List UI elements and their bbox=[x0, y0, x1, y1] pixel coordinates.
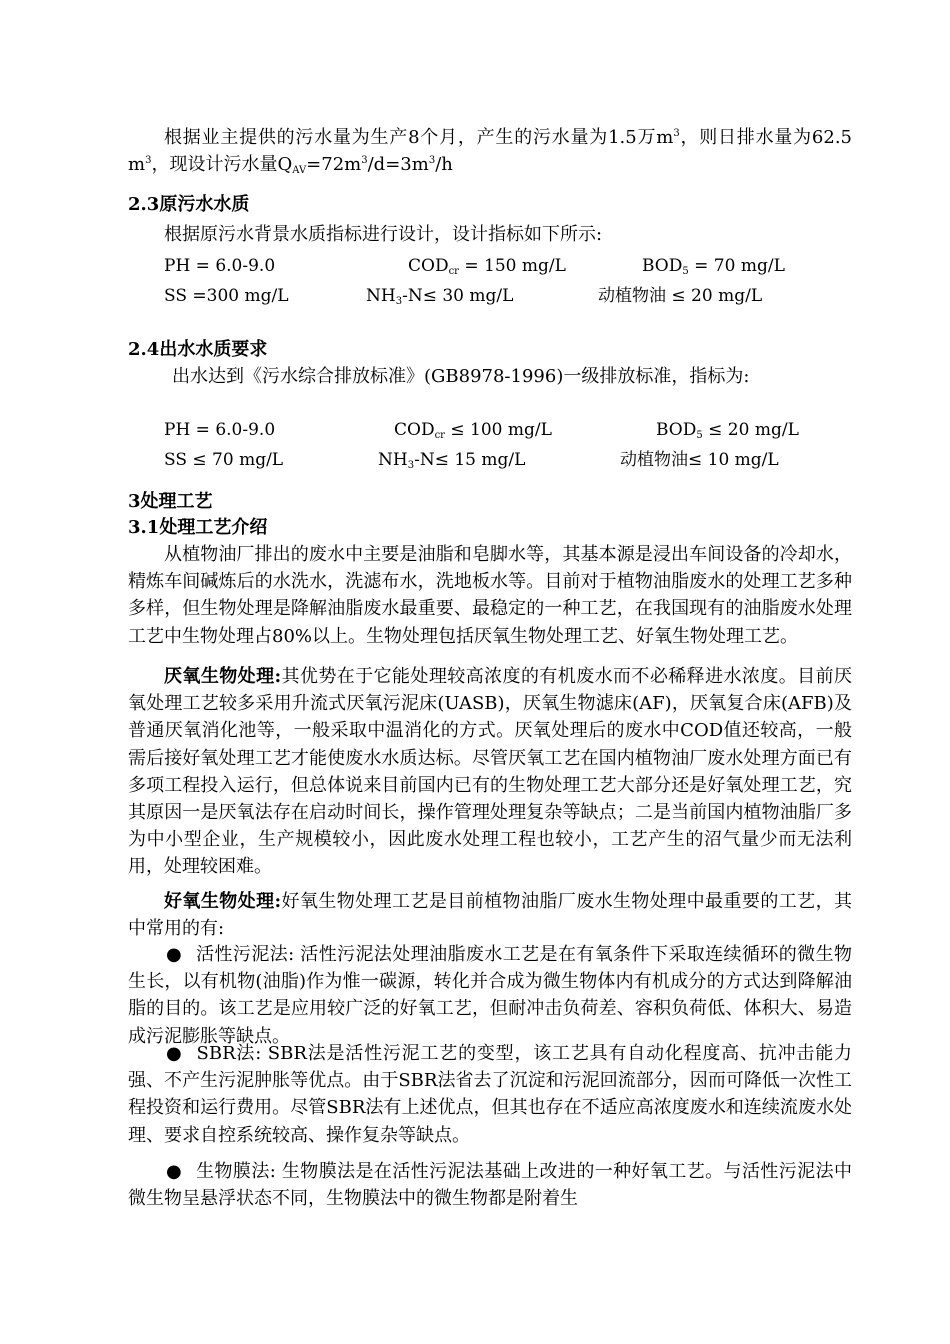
bullet-sbr bbox=[128, 1040, 852, 1149]
section-heading-2-4: 2.4出水水质要求 bbox=[128, 339, 268, 360]
bullet-text: 生物膜法: 生物膜法是在活性污泥法基础上改进的一种好氧工艺。与活性污泥法中微生物呈悬浮状态不同，生物膜法中的微生物都是附着生 bbox=[128, 1161, 852, 1210]
superscript: 3 bbox=[145, 155, 152, 167]
section-heading-3-1: 3.1处理工艺介绍 bbox=[128, 517, 268, 538]
bullet-biofilm bbox=[128, 1158, 852, 1212]
paragraph-intro: 从植物油厂排出的废水中主要是油脂和皂脚水等，其基本源是浸出车间设备的冷却水，精炼车间碱炼后的水洗水，洗滤布水，洗地板水等。目前对于植物油脂废水的处理工艺多种多样，但生物处理是降解油脂废水最重要、最稳定的一种工艺，在我国现有的油脂废水处理工艺中生物处理占80%以上。生物处理包括厌氧生物处理工艺、好氧生物处理工艺。 bbox=[128, 544, 852, 647]
bod-label: BOD bbox=[642, 256, 683, 276]
subscript: 3 bbox=[407, 460, 415, 471]
cod-value bbox=[394, 417, 552, 443]
nh-value bbox=[366, 283, 513, 309]
bod-number: = 70 mg/L bbox=[688, 256, 785, 276]
aerobic-text: 好氧生物处理工艺是目前植物油脂厂废水生物处理中最重要的工艺，其中常用的有: bbox=[128, 891, 852, 940]
nh-number: -N≤ 30 mg/L bbox=[402, 286, 514, 306]
effluent-row-2 bbox=[164, 447, 854, 473]
text: ，则日排水量为62.5 m bbox=[128, 127, 852, 176]
bullet-icon: ● bbox=[166, 1043, 183, 1064]
nh-label: NH bbox=[366, 286, 396, 306]
text: 根据业主提供的污水量为生产8个月，产生的污水量为1.5万m bbox=[164, 127, 674, 148]
section-heading-2-3: 2.3原污水水质 bbox=[128, 194, 250, 215]
anaerobic-text: 其优势在于它能处理较高浓度的有机废水而不必稀释进水浓度。目前厌氧处理工艺较多采用升流式厌氧污泥床(UASB)，厌氧生物滤床(AF)，厌氧复合床(AFB)及普通厌氧消化池等，一般采取中温消化的方式。厌氧处理后的废水中COD值还较高，一般需后接好氧处理工艺才能使废水水质达标。尽管厌氧工艺在国内植物油厂废水处理方面已有多项工程投入运行，但总体说来目前国内已有的生物处理工艺大部分还是好氧处理工艺，究其原因一是厌氧法存在启动时间长，操作管理处理复杂等缺点；二是当前国内植物油脂厂多为中小型企业，生产规模较小，因此废水处理工程也较小，工艺产生的沼气量少而无法利用，处理较困难。 bbox=[128, 666, 852, 878]
cod-number: = 150 mg/L bbox=[458, 256, 566, 276]
text: =72m bbox=[306, 154, 362, 176]
superscript: 3 bbox=[361, 155, 368, 167]
superscript: 3 bbox=[673, 128, 680, 139]
aerobic-lead: 好氧生物处理: bbox=[164, 891, 282, 912]
bullet-icon: ● bbox=[166, 1161, 183, 1182]
subscript: 3 bbox=[395, 296, 403, 307]
cod-number: ≤ 100 mg/L bbox=[444, 420, 552, 440]
nh-value bbox=[378, 447, 525, 473]
subscript: AV bbox=[292, 165, 307, 177]
bod-number: ≤ 20 mg/L bbox=[702, 420, 799, 440]
ph-value: PH = 6.0-9.0 bbox=[164, 420, 276, 440]
cod-label: COD bbox=[408, 256, 449, 276]
effluent-row-1 bbox=[164, 417, 854, 443]
text: /h bbox=[435, 154, 453, 176]
intro-2-3: 根据原污水背景水质指标进行设计，设计指标如下所示: bbox=[164, 224, 603, 245]
quality-row-2 bbox=[164, 283, 854, 309]
intro-2-4: 出水达到《污水综合排放标准》(GB8978-1996)一级排放标准，指标为: bbox=[172, 366, 750, 387]
bullet-text: 活性污泥法: 活性污泥法处理油脂废水工艺是在有氧条件下采取连续循环的微生物生长，以有机物(油脂)作为惟一碳源，转化并合成为微生物体内有机成分的方式达到降解油脂的目的。该工艺是应用较广泛的好氧工艺，但耐冲击负荷差、容积负荷低、体积大、易造成污泥膨胀等缺点。 bbox=[128, 944, 852, 1047]
ss-value: SS =300 mg/L bbox=[164, 286, 289, 306]
ph-value: PH = 6.0-9.0 bbox=[164, 256, 276, 276]
oil-value: 动植物油 ≤ 20 mg/L bbox=[598, 286, 763, 306]
ss-value: SS ≤ 70 mg/L bbox=[164, 450, 284, 470]
anaerobic-lead: 厌氧生物处理: bbox=[164, 666, 282, 687]
text: /d=3m bbox=[367, 154, 429, 176]
superscript: 3 bbox=[428, 155, 436, 167]
cod-value bbox=[408, 253, 566, 279]
nh-number: -N≤ 15 mg/L bbox=[414, 450, 526, 470]
bod-label: BOD bbox=[656, 420, 697, 440]
bod-value bbox=[642, 253, 785, 279]
bullet-text: SBR法: SBR法是活性污泥工艺的变型，该工艺具有自动化程度高、抗冲击能力强、不产生污泥肿胀等优点。由于SBR法省去了沉淀和污泥回流部分，因而可降低一次性工程投资和运行费用。尽管SBR法有上述优点，但其也存在不适应高浓度废水和连续流废水处理、要求自控系统较高、操作复杂等缺点。 bbox=[128, 1043, 852, 1146]
subscript: cr bbox=[434, 430, 445, 441]
bod-value bbox=[656, 417, 799, 443]
oil-value: 动植物油≤ 10 mg/L bbox=[620, 450, 779, 470]
bullet-activated-sludge bbox=[128, 941, 852, 1050]
section-heading-3: 3处理工艺 bbox=[128, 491, 213, 512]
bullet-icon: ● bbox=[166, 944, 183, 965]
subscript: cr bbox=[448, 266, 459, 277]
quality-row-1 bbox=[164, 253, 854, 279]
paragraph-anaerobic bbox=[128, 663, 852, 881]
subscript: 5 bbox=[682, 266, 689, 277]
nh-label: NH bbox=[378, 450, 408, 470]
text: ，现设计污水量Q bbox=[151, 154, 293, 176]
cod-label: COD bbox=[394, 420, 435, 440]
paragraph-volume bbox=[128, 124, 852, 178]
subscript: 5 bbox=[696, 430, 703, 441]
paragraph-aerobic bbox=[128, 888, 852, 942]
